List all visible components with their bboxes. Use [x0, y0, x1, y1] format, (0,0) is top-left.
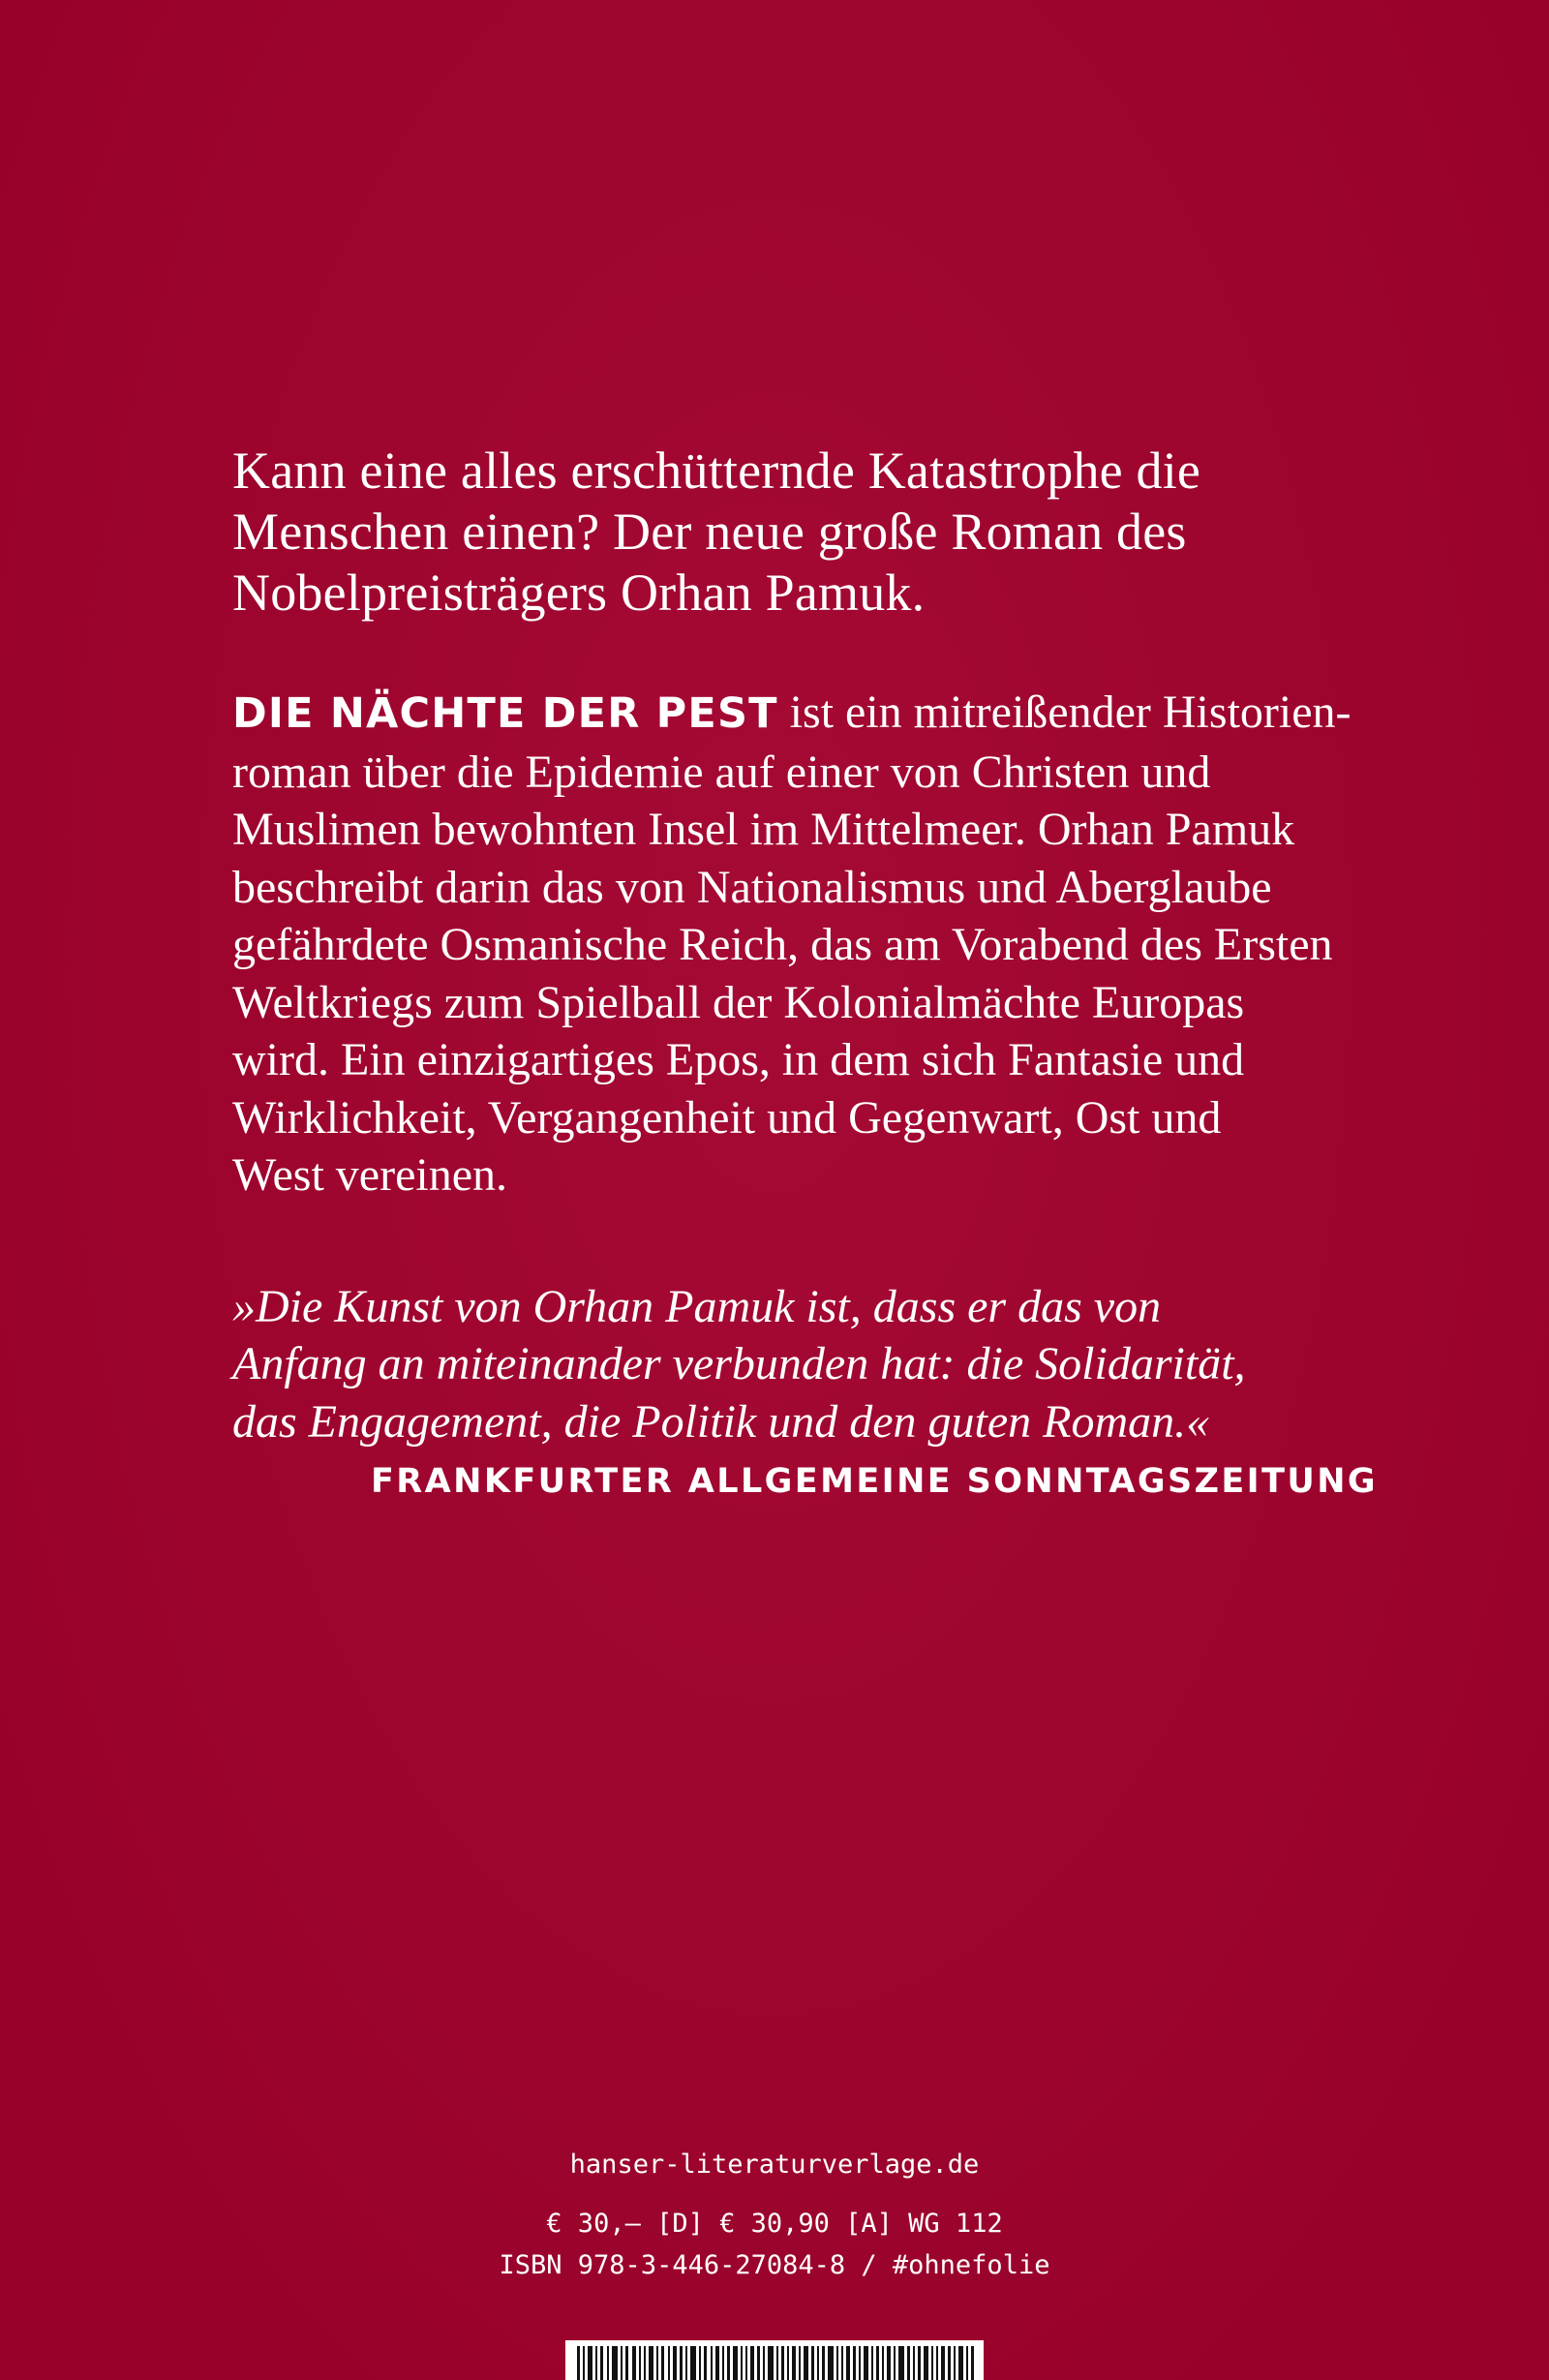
lead-line: Menschen einen? Der neue große Roman des [232, 503, 1187, 561]
description-line: Weltkriegs zum Spielball der Kolonialmächte Europas [232, 976, 1245, 1028]
description-line: West vereinen. [232, 1149, 508, 1201]
quote-line: das Engagement, die Politik und den guten Roman.« [232, 1395, 1210, 1448]
isbn-info: ISBN 978-3-446-27084-8 / #ohnefolie [499, 2250, 1050, 2280]
barcode-graphic [565, 2340, 984, 2380]
price-info: € 30,– [D] € 30,90 [A] WG 112 [546, 2209, 1003, 2239]
description-line: Wirklichkeit, Vergangenheit und Gegenwart, Ost und [232, 1091, 1222, 1144]
quote-source: FRANKFURTER ALLGEMEINE SONNTAGSZEITUNG [371, 1462, 1379, 1501]
lead-paragraph [232, 441, 1452, 624]
blurb [232, 441, 1452, 1450]
barcode [565, 2340, 984, 2380]
description-line: beschreibt darin das von Nationalismus und Aberglaube [232, 861, 1272, 913]
lead-line: Kann eine alles erschütternde Katastrophe die [232, 442, 1201, 500]
publisher-info [0, 2144, 1549, 2286]
description-line: Muslimen bewohnten Insel im Mittelmeer. Orhan Pamuk [232, 804, 1295, 855]
description-line: gefährdete Osmanische Reich, das am Vorabend des Ersten [232, 919, 1333, 970]
description-paragraph [232, 684, 1452, 1205]
book-title: DIE NÄCHTE DER PEST [232, 689, 778, 738]
quote-line: »Die Kunst von Orhan Pamuk ist, dass er das von [232, 1280, 1162, 1332]
description-line-rest: ist ein mitreißender Historien- [777, 687, 1352, 738]
description-line: wird. Ein einzigartiges Epos, in dem sich Fantasie und [232, 1034, 1245, 1085]
description-line: roman über die Epidemie auf einer von Christen und [232, 746, 1211, 798]
description-line [232, 684, 1452, 744]
publisher-website: hanser-literaturverlage.de [569, 2150, 980, 2180]
quote-line: Anfang an miteinander verbunden hat: die Solidarität, [232, 1338, 1246, 1389]
lead-line: Nobelpreisträgers Orhan Pamuk. [232, 564, 926, 622]
press-quote [232, 1278, 1452, 1451]
